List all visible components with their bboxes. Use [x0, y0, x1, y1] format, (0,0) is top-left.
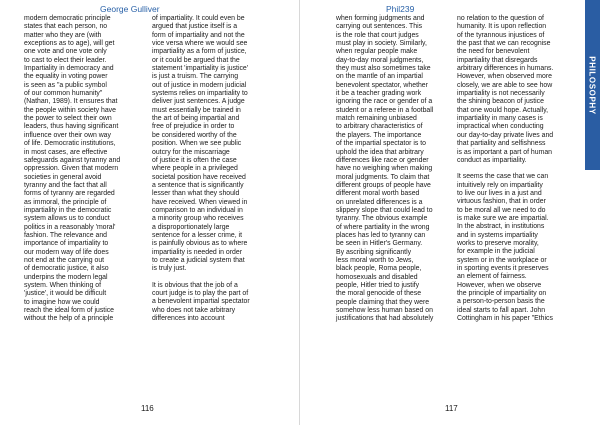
text-line: day-to-day moral judgments, [336, 56, 424, 64]
right-col2-paragraph-1 [457, 15, 573, 165]
text-line: to imagine how we could [24, 298, 100, 306]
text-line: is the role that court judges [336, 31, 419, 39]
text-line: is seen as "a public symbol [24, 81, 107, 89]
text-line: conduct as impartiality. [457, 156, 527, 164]
text-line: homosexuals and disabled [336, 273, 418, 281]
text-line: out of justice in modern judicial [152, 81, 247, 89]
text-line: who does not take arbitrary [152, 306, 236, 314]
text-line: ideal starts to fall apart. John [457, 306, 546, 314]
text-line: comparison to an individual in [152, 206, 243, 214]
text-line: on the mantle of an impartial [336, 73, 423, 81]
text-line: intuitively rely on impartiality [457, 181, 543, 189]
text-line: influence over their own way [24, 131, 111, 139]
text-line: the moral genocide of these [336, 290, 422, 298]
text-line: court judge is to play the part of [152, 290, 249, 297]
text-line: system allows us to conduct [24, 215, 110, 223]
text-line: matter who they are (with [24, 31, 102, 39]
left-col2-paragraph-1 [152, 15, 278, 274]
text-line: be seen in Hitler's Germany. [336, 240, 423, 248]
text-line: be considered worthy of the [152, 131, 237, 139]
text-line: is just a truism. The carrying [152, 73, 239, 81]
text-line: moral judgments. To claim that [336, 173, 430, 181]
text-line: the shining beacon of justice [457, 98, 544, 106]
text-line: the players. The importance [336, 131, 422, 139]
left-column-2 [152, 15, 278, 331]
text-line: must essentially be trained in [152, 106, 241, 114]
text-line: outcry for the miscarriage [152, 148, 230, 156]
text-line: to create a judicial system that [152, 256, 245, 264]
text-line: sentence for a lesser crime, it [152, 231, 242, 239]
text-line: the art of being impartial and [152, 115, 240, 123]
text-line: Impartiality in democracy and [24, 65, 114, 73]
text-line: works to preserve morality, [457, 239, 539, 247]
text-line: importance of impartiality to [24, 240, 109, 248]
text-line: safeguards against tyranny and [24, 156, 121, 164]
text-line: 'justice', it would be difficult [24, 290, 107, 298]
text-line: deliver just sentences. A judge [152, 98, 245, 106]
text-line: have received. When viewed in [152, 198, 248, 206]
text-line: when regular people make [336, 48, 418, 56]
text-line: impartiality that disregards [457, 56, 538, 64]
text-line: impartiality is not necessarily [457, 90, 545, 98]
text-line: ignoring the race or gender of a [336, 98, 433, 106]
text-line: is truly just. [152, 265, 187, 273]
text-line: In the abstract, in institutions [457, 223, 545, 231]
text-line: form of impartiality and not the [152, 31, 245, 39]
text-line: slippery slope that could lead to [336, 206, 433, 214]
text-line: people, Hitler tried to justify [336, 282, 420, 289]
text-line: without the help of a principle [24, 315, 114, 323]
text-line: the need for benevolent [457, 48, 530, 56]
section-tab [585, 0, 600, 170]
text-line: of our common humanity" [24, 90, 103, 98]
text-line: impartiality is needed in order [152, 248, 243, 256]
right-col1-paragraph [336, 15, 452, 324]
text-line: to live our lives in a just and [457, 189, 542, 197]
text-line: system or in the workplace or [457, 256, 547, 264]
text-line: However, when we observe [457, 281, 542, 289]
text-line: justifications that had absolutely [336, 315, 434, 323]
text-line: a benevolent impartial spectator [152, 298, 250, 306]
text-line: have no weighing when making [336, 165, 433, 173]
text-line: system. When thinking of [24, 282, 101, 289]
left-col2-paragraph-2 [152, 282, 278, 324]
text-line: position. When we see public [152, 140, 242, 148]
text-line: that one would hope. Actually, [457, 106, 549, 114]
text-line: lesser than what they should [152, 190, 240, 198]
text-line: different moral worth based [336, 190, 420, 198]
text-line: differences into account [152, 315, 225, 323]
text-line: the principle of impartiality on [457, 290, 547, 297]
text-line: not end at the carrying out [24, 256, 105, 264]
text-line: leaders, thus having significant [24, 123, 119, 131]
text-line: tyranny and the fact that all [24, 181, 107, 189]
text-line: and in systems impartiality [457, 231, 538, 239]
text-line: fashion. The relevance and [24, 231, 108, 239]
text-line: it be a teacher grading work [336, 90, 422, 98]
text-line: exceptions as to age), will get [24, 40, 115, 48]
text-line: is painfully obvious as to where [152, 240, 248, 248]
text-line: humanity. It is upon reflection [457, 23, 547, 31]
text-line: virtuous fashion, that in order [457, 198, 546, 206]
text-line: argued that justice itself is a [152, 23, 238, 31]
text-line: of democratic justice, it also [24, 265, 109, 273]
text-line: politics in a reasonably 'moral' [24, 223, 116, 231]
text-line: forms of tyranny are regarded [24, 190, 115, 198]
text-line: where people in a privileged [152, 165, 238, 173]
text-line: one vote and one vote only [24, 48, 107, 56]
text-line: of the tyrannous injustices of [457, 31, 545, 39]
text-line: student or a referee in a football [336, 106, 434, 114]
text-line: the power to select their own [24, 115, 112, 123]
left-col1-paragraph [24, 15, 142, 324]
text-line: However, when observed more [457, 73, 552, 81]
text-line: free of prejudice in order to [152, 123, 235, 131]
right-page-number: 117 [445, 404, 458, 413]
text-line: impractical when conducting [457, 123, 544, 131]
text-line: an element of fairness. [457, 273, 527, 281]
text-line: a minority group who receives [152, 215, 244, 223]
text-line: in most cases, are effective [24, 148, 108, 156]
text-line: no relation to the question of [457, 15, 544, 22]
text-line: to be moral all we need to do [457, 206, 546, 214]
text-line: a sentence that is significantly [152, 181, 244, 189]
text-line: the people within society have [24, 106, 116, 114]
text-line: that partiality and selfishness [457, 140, 546, 148]
text-line: less moral worth to Jews, [336, 256, 414, 264]
text-line: uphold the idea that arbitrary [336, 148, 424, 156]
text-line: of life. Democratic institutions, [24, 140, 116, 148]
text-line: statement 'impartiality is justice' [152, 65, 249, 73]
text-line: modern democratic principle [24, 15, 111, 22]
text-line: oppression. Given that modern [24, 165, 119, 173]
text-line: closely, we are able to see how [457, 81, 553, 89]
text-line: black people, Roma people, [336, 265, 422, 273]
text-line: arbitrary differences in humans. [457, 65, 554, 73]
text-line: as immoral, the principle of [24, 198, 107, 206]
text-line: of where partiality in the wrong [336, 223, 430, 231]
text-line: societies in general avoid [24, 173, 102, 181]
right-running-header: Phil239 [386, 4, 415, 14]
text-line: impartiality in the democratic [24, 206, 112, 214]
text-line: somehow less human based on [336, 307, 433, 315]
text-line: or it could be argued that the [152, 56, 240, 64]
text-line: benevolent spectator, whether [336, 81, 428, 89]
text-line: It seems the case that we can [457, 173, 549, 181]
text-line: of impartiality. It could even be [152, 15, 245, 22]
text-line: carrying out sentences. This [336, 23, 423, 31]
text-line: underpins the modern legal [24, 273, 108, 281]
text-line: to arbitrary characteristics of [336, 123, 423, 131]
text-line: vice versa where we would see [152, 40, 248, 48]
text-line: systems relies on impartiality to [152, 90, 248, 98]
text-line: It is obvious that the job of a [152, 281, 238, 289]
text-line: a disproportionately large [152, 223, 230, 231]
text-line: our modern way of life does [24, 248, 109, 256]
text-line: for example in the judicial [457, 248, 535, 256]
text-line: different groups of people have [336, 181, 431, 189]
text-line: states that each person, no [24, 23, 108, 31]
text-line: of justice it is often the case [152, 156, 237, 164]
text-line: is as important a part of human [457, 148, 552, 156]
right-column-1 [336, 15, 452, 332]
text-line: the past that we can recognise [457, 40, 551, 48]
text-line: to cast to elect their leader. [24, 56, 107, 64]
text-line: places has led to tyranny can [336, 231, 426, 239]
text-line: of the impartial spectator is to [336, 140, 427, 148]
text-line: By ascribing significantly [336, 248, 412, 256]
left-page-number: 116 [141, 404, 154, 413]
text-line: people claiming that they were [336, 298, 430, 306]
text-line: differences like race or gender [336, 156, 429, 164]
text-line: match remaining unbiased [336, 115, 417, 123]
left-column-1 [24, 15, 142, 332]
text-line: impartiality in many cases is [457, 115, 543, 123]
right-col2-paragraph-2 [457, 173, 573, 323]
text-line: our day-to-day private lives and [457, 131, 554, 139]
right-column-2 [457, 15, 573, 331]
left-running-header: George Gulliver [100, 4, 160, 14]
text-line: impartiality as a form of justice, [152, 48, 247, 56]
text-line: Cottingham in his paper "Ethics [457, 315, 553, 323]
text-line: in sporting events it preserves [457, 264, 549, 272]
section-tab-label [585, 0, 600, 170]
text-line: is make sure we are impartial. [457, 214, 549, 222]
text-line: when forming judgments and [336, 15, 425, 22]
right-page [300, 0, 600, 425]
text-line: they must also sometimes take [336, 65, 431, 73]
text-line: the equality in voting power [24, 73, 108, 81]
text-line: must play in society. Similarly, [336, 40, 427, 48]
text-line: on unrelated differences is a [336, 198, 423, 206]
text-line: tyranny. The obvious example [336, 215, 428, 223]
text-line: societal position have received [152, 173, 246, 181]
text-line: reach the ideal form of justice [24, 307, 115, 315]
text-line: (Nathan, 1989). It ensures that [24, 98, 118, 106]
text-line: a person-to-person basis the [457, 298, 545, 306]
section-tab-text: PHILOSOPHY [588, 55, 598, 115]
